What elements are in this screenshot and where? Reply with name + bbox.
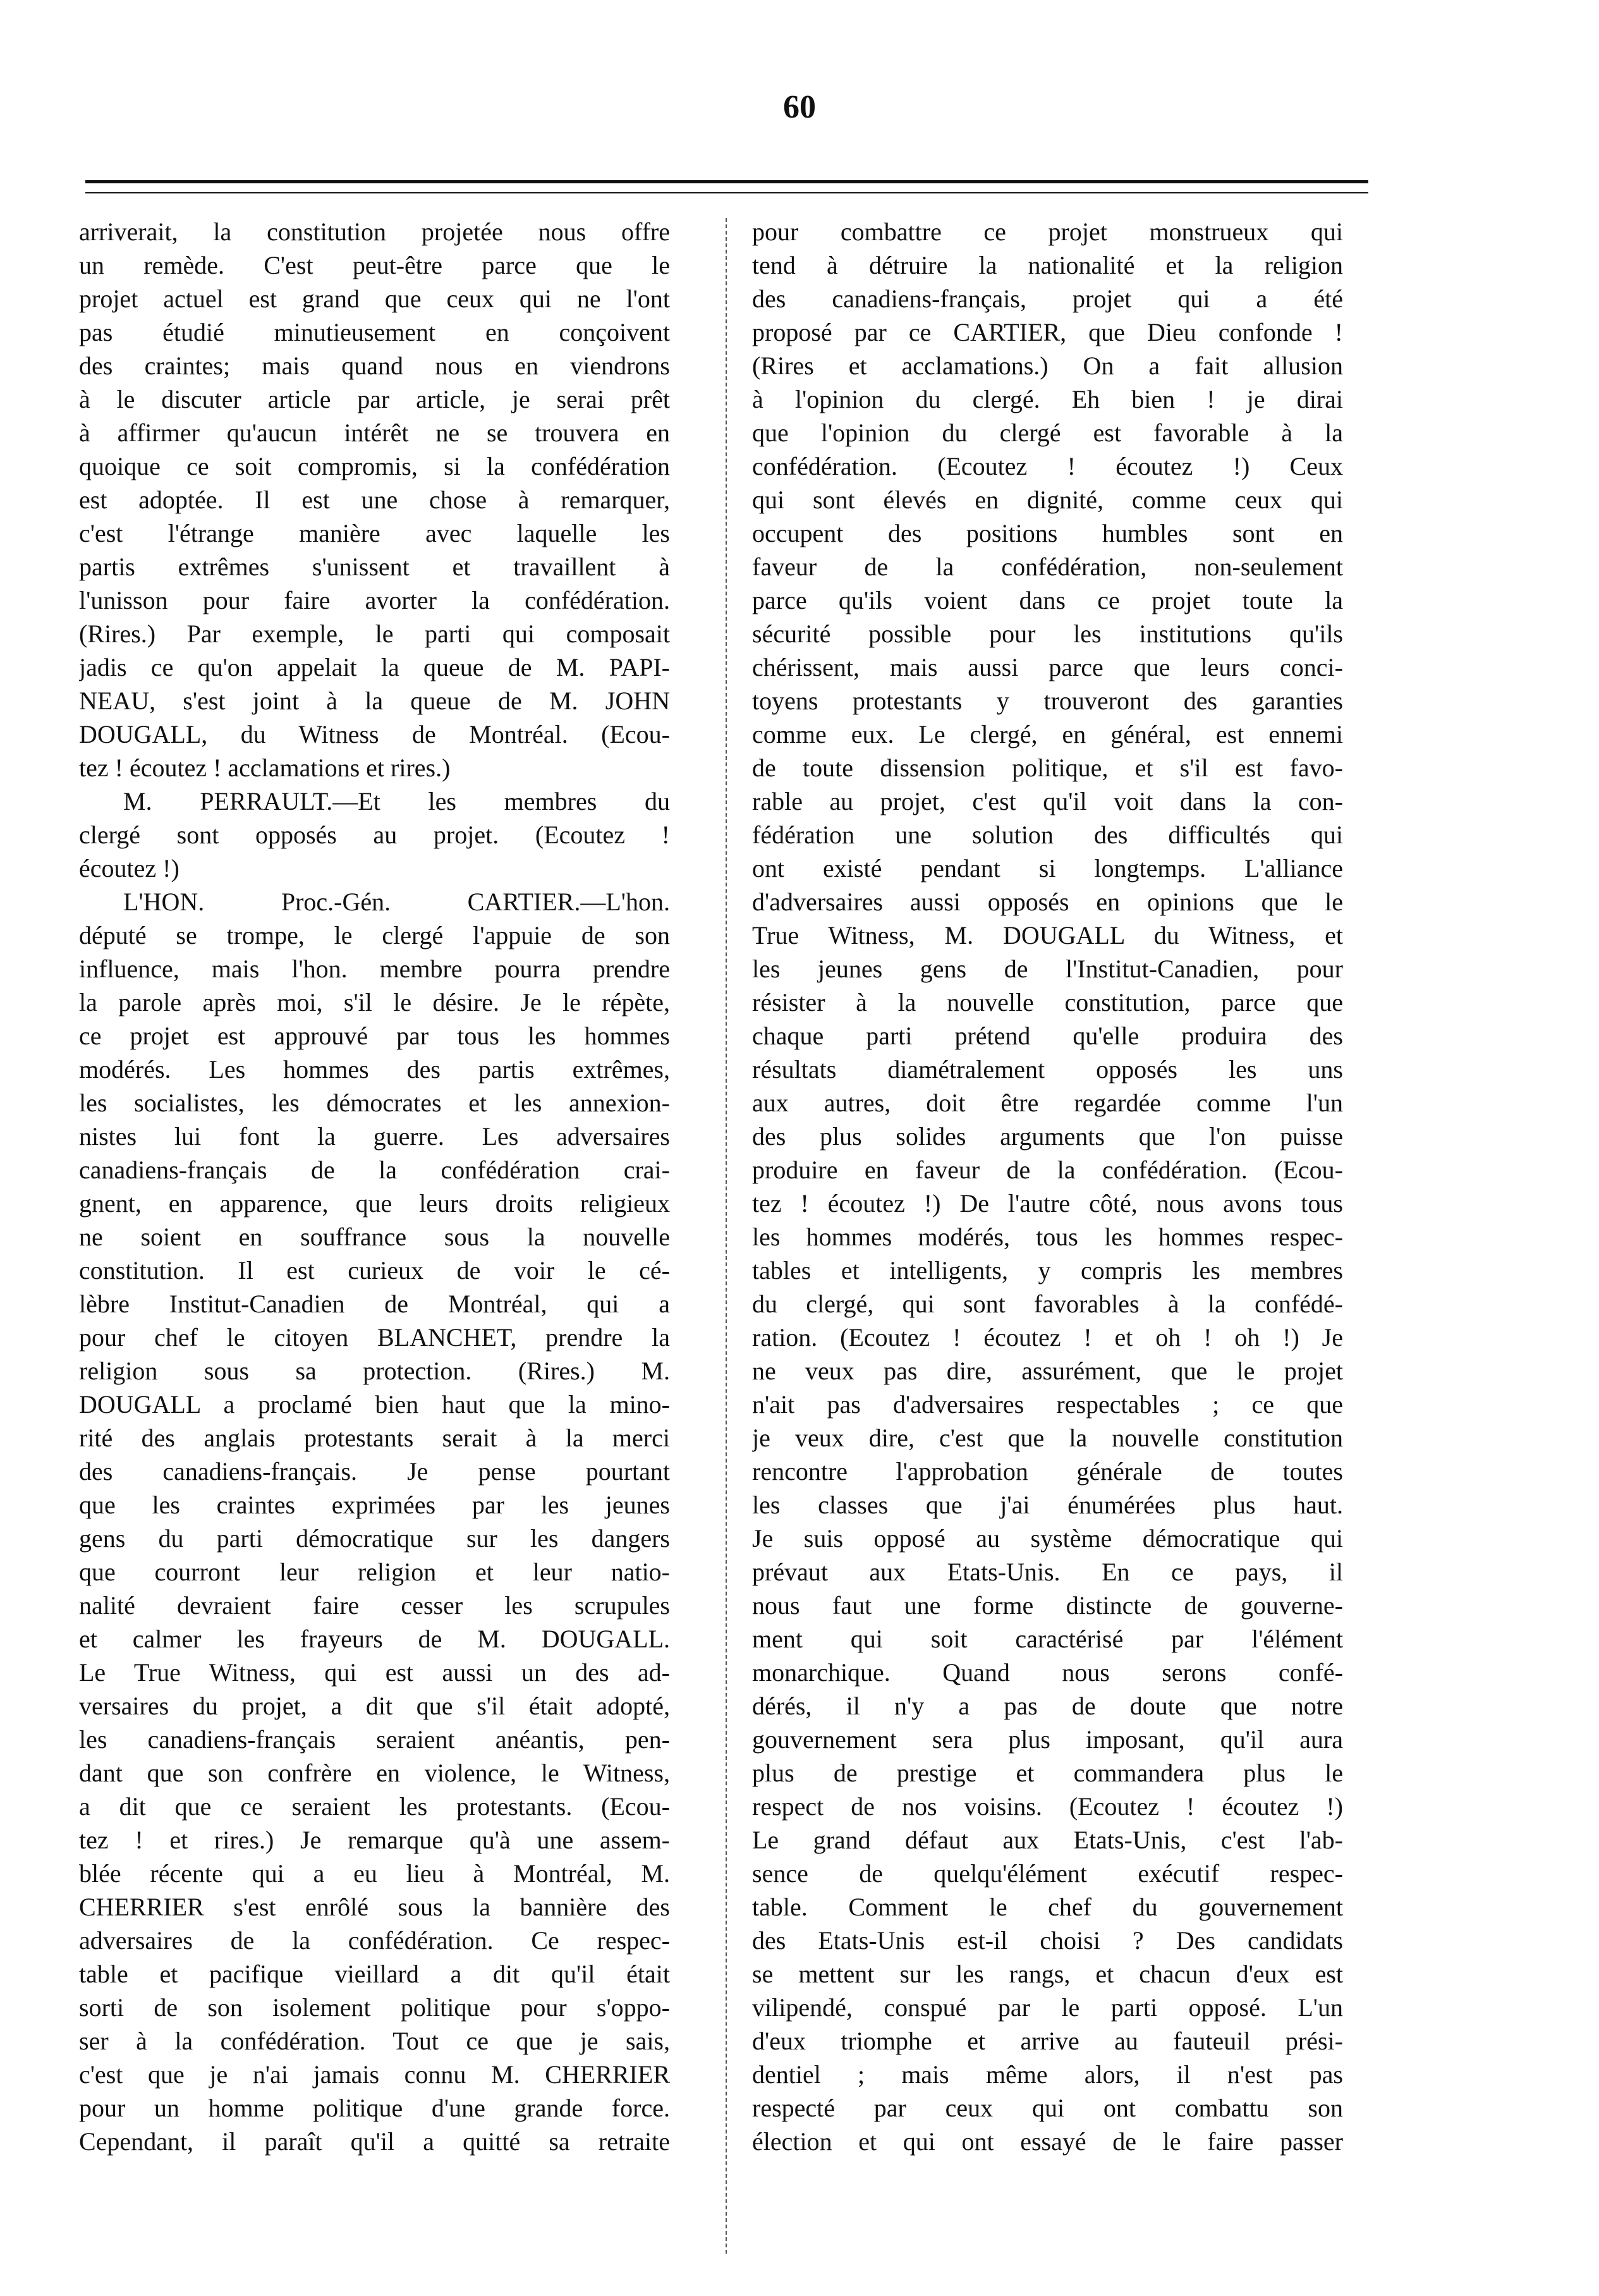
text-line: du clergé, qui sont favorables à la confédé- xyxy=(752,1290,1343,1318)
text-line: à l'opinion du clergé. Eh bien ! je dirai xyxy=(752,385,1343,413)
text-line: que l'opinion du clergé est favorable à la xyxy=(752,418,1343,447)
text-line: que courront leur religion et leur natio- xyxy=(79,1558,670,1586)
text-line: que les craintes exprimées par les jeunes xyxy=(79,1491,670,1519)
text-line: Le grand défaut aux Etats-Unis, c'est l'ab- xyxy=(752,1826,1343,1854)
text-line: monarchique. Quand nous serons confé- xyxy=(752,1658,1343,1687)
text-line: ration. (Ecoutez ! écoutez ! et oh ! oh !) Je xyxy=(752,1323,1343,1352)
text-line: Je suis opposé au système démocratique qui xyxy=(752,1524,1343,1553)
text-line: dentiel ; mais même alors, il n'est pas xyxy=(752,2060,1343,2089)
text-line: pour combattre ce projet monstrueux qui xyxy=(752,217,1343,246)
text-line: à le discuter article par article, je serai prêt xyxy=(79,385,670,413)
text-line: des plus solides arguments que l'on puisse xyxy=(752,1122,1343,1151)
text-line: les classes que j'ai énumérées plus haut. xyxy=(752,1491,1343,1519)
text-line: respect de nos voisins. (Ecoutez ! écoutez !) xyxy=(752,1792,1343,1821)
text-line: chérissent, mais aussi parce que leurs conci- xyxy=(752,653,1343,681)
text-line: gnent, en apparence, que leurs droits religieux xyxy=(79,1189,670,1218)
text-line: toyens protestants y trouveront des garanties xyxy=(752,687,1343,715)
text-line: des canadiens-français, projet qui a été xyxy=(752,284,1343,313)
text-line: la parole après moi, s'il le désire. Je le répète, xyxy=(79,988,670,1017)
text-line: DOUGALL, du Witness de Montréal. (Ecou- xyxy=(79,720,670,748)
text-line: qui sont élevés en dignité, comme ceux qui xyxy=(752,485,1343,514)
text-line: parce qu'ils voient dans ce projet toute la xyxy=(752,586,1343,614)
text-line: tend à détruire la nationalité et la religion xyxy=(752,251,1343,279)
text-line: blée récente qui a eu lieu à Montréal, M. xyxy=(79,1859,670,1888)
text-line: ser à la confédération. Tout ce que je sais, xyxy=(79,2027,670,2055)
text-line: confédération. (Ecoutez ! écoutez !) Ceux xyxy=(752,452,1343,480)
text-line: ne veux pas dire, assurément, que le projet xyxy=(752,1357,1343,1385)
text-line: rencontre l'approbation générale de toutes xyxy=(752,1457,1343,1486)
text-line: pour chef le citoyen BLANCHET, prendre la xyxy=(79,1323,670,1352)
header-rule xyxy=(85,180,1368,193)
text-line: nalité devraient faire cesser les scrupules xyxy=(79,1591,670,1620)
text-line: influence, mais l'hon. membre pourra prendre xyxy=(79,955,670,983)
text-line: pour un homme politique d'une grande force. xyxy=(79,2094,670,2122)
text-line: DOUGALL a proclamé bien haut que la mino- xyxy=(79,1390,670,1419)
text-line: gens du parti démocratique sur les dangers xyxy=(79,1524,670,1553)
text-line: aux autres, doit être regardée comme l'un xyxy=(752,1089,1343,1117)
text-line: d'adversaires aussi opposés en opinions que le xyxy=(752,888,1343,916)
text-line: prévaut aux Etats-Unis. En ce pays, il xyxy=(752,1558,1343,1586)
text-line: versaires du projet, a dit que s'il était adopté, xyxy=(79,1692,670,1720)
text-line: modérés. Les hommes des partis extrêmes, xyxy=(79,1055,670,1084)
text-line: sorti de son isolement politique pour s'oppo- xyxy=(79,1993,670,2022)
text-line: respecté par ceux qui ont combattu son xyxy=(752,2094,1343,2122)
text-line: je veux dire, c'est que la nouvelle constitution xyxy=(752,1424,1343,1452)
text-line: dant que son confrère en violence, le Witness, xyxy=(79,1759,670,1787)
text-line: les hommes modérés, tous les hommes respec- xyxy=(752,1223,1343,1251)
text-line: sécurité possible pour les institutions qu'ils xyxy=(752,620,1343,648)
text-line: se mettent sur les rangs, et chacun d'eux est xyxy=(752,1960,1343,1988)
text-line: des canadiens-français. Je pense pourtant xyxy=(79,1457,670,1486)
speaker-line: M. PERRAULT.—Et les membres du xyxy=(123,787,670,815)
text-line: Le True Witness, qui est aussi un des ad- xyxy=(79,1658,670,1687)
text-line: NEAU, s'est joint à la queue de M. JOHN xyxy=(79,687,670,715)
text-line: ment qui soit caractérisé par l'élément xyxy=(752,1625,1343,1653)
text-line: et calmer les frayeurs de M. DOUGALL. xyxy=(79,1625,670,1653)
text-line: Cependant, il paraît qu'il a quitté sa retraite xyxy=(79,2127,670,2156)
text-line: des Etats-Unis est-il choisi ? Des candidats xyxy=(752,1926,1343,1955)
page-number: 60 xyxy=(783,89,816,125)
text-line: ce projet est approuvé par tous les hommes xyxy=(79,1022,670,1050)
left-column xyxy=(79,215,670,2257)
text-line: table. Comment le chef du gouvernement xyxy=(752,1893,1343,1921)
text-line: comme eux. Le clergé, en général, est ennemi xyxy=(752,720,1343,748)
text-line: tez ! écoutez !) De l'autre côté, nous avons tous xyxy=(752,1189,1343,1218)
text-line: vilipendé, conspué par le parti opposé. L'un xyxy=(752,1993,1343,2022)
text-line: tez ! et rires.) Je remarque qu'à une assem- xyxy=(79,1826,670,1854)
text-line: les jeunes gens de l'Institut-Canadien, pour xyxy=(752,955,1343,983)
text-line: les socialistes, les démocrates et les annexion- xyxy=(79,1089,670,1117)
column-divider xyxy=(726,218,727,2254)
text-line: gouvernement sera plus imposant, qu'il aura xyxy=(752,1725,1343,1754)
text-line: tez ! écoutez ! acclamations et rires.) xyxy=(79,754,451,782)
text-line: de toute dissension politique, et s'il est favo- xyxy=(752,754,1343,782)
text-line: constitution. Il est curieux de voir le cé- xyxy=(79,1256,670,1285)
text-line: occupent des positions humbles sont en xyxy=(752,519,1343,547)
text-line: à affirmer qu'aucun intérêt ne se trouvera en xyxy=(79,418,670,447)
text-line: résultats diamétralement opposés les uns xyxy=(752,1055,1343,1084)
text-line: arriverait, la constitution projetée nous offre xyxy=(79,217,670,246)
text-line: n'ait pas d'adversaires respectables ; ce que xyxy=(752,1390,1343,1419)
text-line: dérés, il n'y a pas de doute que notre xyxy=(752,1692,1343,1720)
right-column xyxy=(752,215,1343,2257)
text-line: plus de prestige et commandera plus le xyxy=(752,1759,1343,1787)
text-line: nous faut une forme distincte de gouverne- xyxy=(752,1591,1343,1620)
text-line: projet actuel est grand que ceux qui ne l'ont xyxy=(79,284,670,313)
text-line: religion sous sa protection. (Rires.) M. xyxy=(79,1357,670,1385)
text-line: ont existé pendant si longtemps. L'alliance xyxy=(752,854,1343,882)
text-line: canadiens-français de la confédération crai- xyxy=(79,1156,670,1184)
text-line: partis extrêmes s'unissent et travaillent à xyxy=(79,553,670,581)
text-line: est adoptée. Il est une chose à remarquer, xyxy=(79,485,670,514)
text-line: pas étudié minutieusement en conçoivent xyxy=(79,318,670,346)
text-line: résister à la nouvelle constitution, parce que xyxy=(752,988,1343,1017)
text-line: (Rires.) Par exemple, le parti qui composait xyxy=(79,620,670,648)
text-line: True Witness, M. DOUGALL du Witness, et xyxy=(752,921,1343,950)
text-line: quoique ce soit compromis, si la confédération xyxy=(79,452,670,480)
text-line: nistes lui font la guerre. Les adversaires xyxy=(79,1122,670,1151)
text-line: clergé sont opposés au projet. (Ecoutez ! xyxy=(79,821,670,849)
text-line: produire en faveur de la confédération. (Ecou- xyxy=(752,1156,1343,1184)
speaker-line: L'HON. Proc.-Gén. CARTIER.—L'hon. xyxy=(123,888,670,916)
text-line: des craintes; mais quand nous en viendrons xyxy=(79,351,670,380)
text-line: un remède. C'est peut-être parce que le xyxy=(79,251,670,279)
text-line: chaque parti prétend qu'elle produira des xyxy=(752,1022,1343,1050)
text-line: jadis ce qu'on appelait la queue de M. PAPI- xyxy=(79,653,670,681)
text-line: ne soient en souffrance sous la nouvelle xyxy=(79,1223,670,1251)
text-line: sence de quelqu'élément exécutif respec- xyxy=(752,1859,1343,1888)
text-line: élection et qui ont essayé de le faire passer xyxy=(752,2127,1343,2156)
text-line: a dit que ce seraient les protestants. (Ecou- xyxy=(79,1792,670,1821)
text-line: l'unisson pour faire avorter la confédération. xyxy=(79,586,670,614)
text-line: adversaires de la confédération. Ce respec- xyxy=(79,1926,670,1955)
text-line: table et pacifique vieillard a dit qu'il était xyxy=(79,1960,670,1988)
text-line: écoutez !) xyxy=(79,854,179,882)
text-line: c'est que je n'ai jamais connu M. CHERRIER xyxy=(79,2060,670,2089)
text-line: c'est l'étrange manière avec laquelle les xyxy=(79,519,670,547)
text-line: rité des anglais protestants serait à la merci xyxy=(79,1424,670,1452)
text-line: (Rires et acclamations.) On a fait allusion xyxy=(752,351,1343,380)
text-line: rable au projet, c'est qu'il voit dans la con- xyxy=(752,787,1343,815)
text-line: faveur de la confédération, non-seulement xyxy=(752,553,1343,581)
text-line: CHERRIER s'est enrôlé sous la bannière des xyxy=(79,1893,670,1921)
text-line: lèbre Institut-Canadien de Montréal, qui a xyxy=(79,1290,670,1318)
text-line: les canadiens-français seraient anéantis, pen- xyxy=(79,1725,670,1754)
text-line: d'eux triomphe et arrive au fauteuil prési- xyxy=(752,2027,1343,2055)
text-line: proposé par ce CARTIER, que Dieu confonde ! xyxy=(752,318,1343,346)
text-line: fédération une solution des difficultés qui xyxy=(752,821,1343,849)
text-line: tables et intelligents, y compris les membres xyxy=(752,1256,1343,1285)
text-line: député se trompe, le clergé l'appuie de son xyxy=(79,921,670,950)
